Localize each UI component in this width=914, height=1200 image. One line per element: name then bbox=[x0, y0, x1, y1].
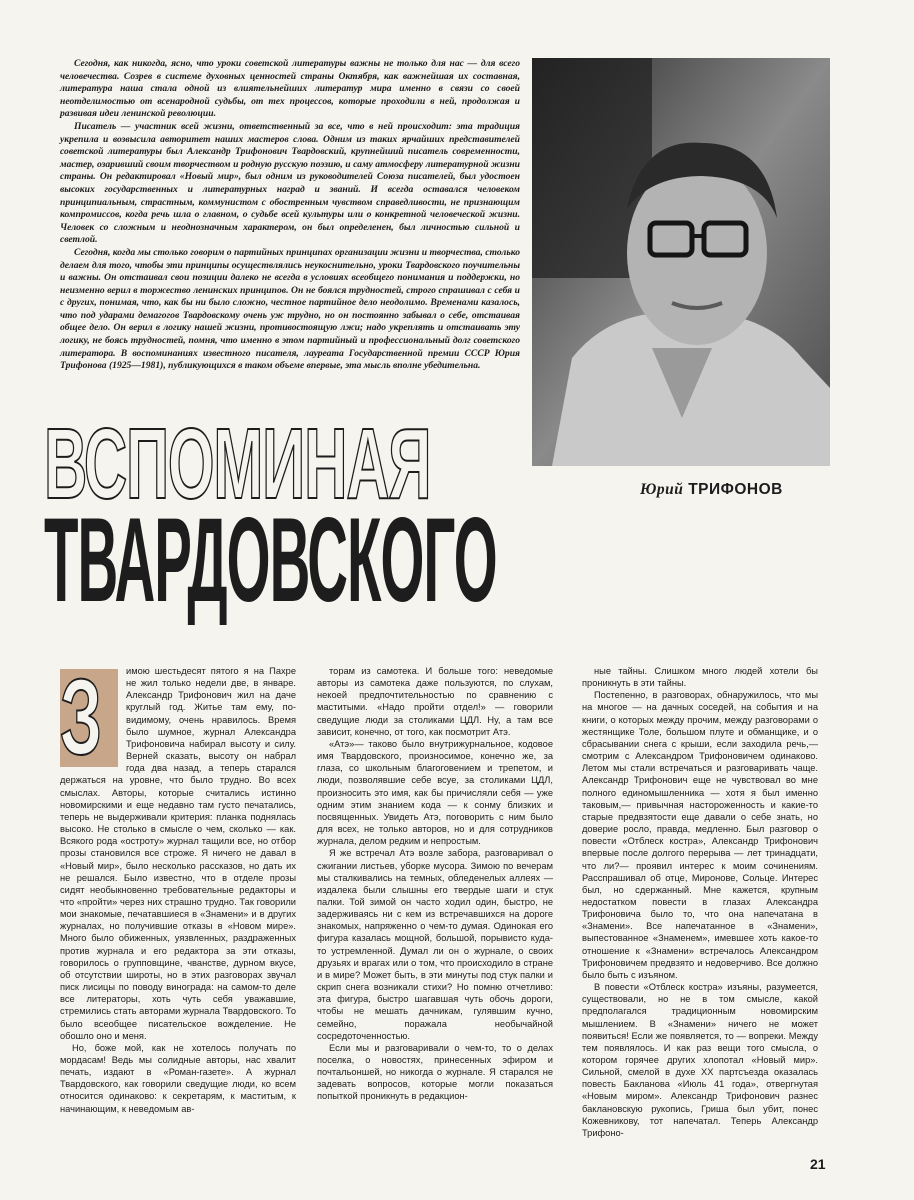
body-paragraph: Если мы и разговаривали о чем-то, то о делах поселка, о новостях, принесенных эфиром и почтальоншей, но никогда о журнале. Я старался не задевать вопросов, которые могли показаться попыткой проникнуть в редакцион- bbox=[317, 1042, 553, 1102]
intro-paragraph: Писатель — участник всей жизни, ответственный за все, что в ней происходит: эта традиция укрепила и возвысила авторитет наших мастеров слова. Одним из таких ярчайших представителей советской литературы был Александр Трифонович Твардовский, крупнейший писатель современности, мастер, озаривший своим творчеством и родную русскую поэзию, и саму атмосферу литературной жизни страны. Он редактировал «Новый мир», был одним из руководителей Союза писателей, был удостоен высоких государственных и литературных наград и званий. И всегда оставался человеком принципиальным, страстным, коммунистом с обостренным чувством справедливости, не признающим компромиссов, когда речь шла о главном, о судьбе всей культуры или о конкретной человеческой жизни. Человек со сложным и неоднозначным характером, он был определенен, был личностью сильной и светлой. bbox=[60, 120, 520, 246]
body-paragraph: имою шестьдесят пятого я на Пахре не жил только недели две, в январе. Александр Трифонович жил на даче круглый год. Житье там ему, по-видимому, очень нравилось. Время было шумное, журнал Александра Трифоновича набирал высоту и силу. Верней сказать, высоту он набрал года два назад, а теперь старался держаться на уровне, что было трудно. Во всех смыслах. Авторы, которые считались истинно новомирскими и еще недавно там густо печатались, теперь не выдерживали критерия: планка поднялась высоко. Не столько в смысле о чем, сколько — как. Всякого рода «остроту» журнал тащили все, но отбор прозы становился все строже. Я ничего не давал в «Новый мир», было несколько рассказов, но дать их не решался. Было известно, что в отделе прозы сидят необыкновенно требовательные редакторы и что «пройти» через них страшно трудно. Так говорили мои знакомые, печатавшиеся в «Знамени» и в других журналах, но получившие отказы в «Новом мире». Много было обиженных, уязвленных, раздраженных против журнала и его редактора за эти отказы, говорилось о групповщине, чванстве, дурном вкусе, об отсутствии широты, но в этих разговорах звучал писк лисицы по поводу винограда: на самом-то деле все литераторы, хоть чуть себя уважавшие, стремились стать авторами журнала Твардовского. То было всеобщее писательское вожделение. Не обошло оно и меня. bbox=[60, 666, 296, 1041]
body-paragraph: торам из самотека. И больше того: неведомые авторы из самотека даже пользуются, по слухам, некоей предпочтительностью по сравнению с маститыми. «Надо пройти отдел!» — говорили сведущие люди за столиками ЦДЛ. Ну, а там все зависит, конечно, от того, как посмотрит Атэ. bbox=[317, 666, 553, 737]
text-column-1 bbox=[60, 656, 296, 1115]
author-last-name: ТРИФОНОВ bbox=[688, 481, 783, 498]
intro-paragraph: Сегодня, как никогда, ясно, что уроки советской литературы важны не только для нас — для всего человечества. Созрев в системе духовных ценностей страны Октября, как важнейшая их составная, литература наша стала одной из влиятельнейших литератур мира именно в связи со своей неотделимостью от всенародной судьбы, от тех процессов, которые проходили в ней, продолжая и развивая идеи ленинской революции. bbox=[60, 58, 520, 120]
intro-paragraph: Сегодня, когда мы столько говорим о партийных принципах организации жизни и творчества, столько делаем для того, чтобы эти принципы осуществлялись неукоснительно, уроки Твардовского поучительны и важны. Он отстаивал свои позиции далеко не всегда в условиях всеобщего понимания и поддержки, но неизменно верил в торжество ленинских принципов. Он не боялся трудностей, строго спрашивал с себя и с других, понимая, что, как бы ни было сложно, честное партийное дело неодолимо. Временами казалось, что под ударами демагогов Твардовскому очень уж трудно, но он постоянно забывал о себе, отстаивая общее дело. Он верил в логику нашей жизни, противостоящую лжи; надо укреплять и отстаивать эту логику, не боясь трудностей, помня, что именно в этом партийный и профессиональный долг советского литератора. В воспоминаниях известного писателя, лауреата Государственной премии СССР Юрия Трифонова (1925—1981), публикующихся в таком объеме впервые, эта мысль вполне убедительна. bbox=[60, 246, 520, 372]
title-line-2: ТВАРДОВСКОГО bbox=[44, 493, 497, 627]
drop-cap-letter: З bbox=[60, 656, 102, 777]
body-paragraph: ные тайны. Слишком много людей хотели бы проникнуть в эти тайны. bbox=[582, 666, 818, 689]
author-portrait-photo bbox=[532, 58, 830, 466]
body-paragraph: Но, боже мой, как не хотелось получать по мордасам! Ведь мы солидные авторы, нас хвалит печать, издают в «Роман-газете». А журнал Твардовского, как говорили сведущие люди, ко всем относится одинаково: к секретарям, к маститым, к начинающим, к неведомым ав- bbox=[60, 1042, 296, 1114]
intro-block bbox=[60, 58, 520, 373]
drop-cap bbox=[60, 656, 118, 777]
body-paragraph: «Атэ»— таково было внутрижурнальное, кодовое имя Твардовского, произносимое, конечно же, за глаза, со школьным благоговением и трепетом, и люди, позволявшие себе всуе, за столиками ЦДЛ, произносить это имя, как бы причисляли себя — уже одним этим знанием кода — к сонму близких и посвященных. Увидеть Атэ, поговорить с ним было для всех, не только авторов, но и для сотрудников журнала, делом редким и непростым. bbox=[317, 738, 553, 847]
author-byline bbox=[640, 481, 783, 499]
author-first-name: Юрий bbox=[640, 481, 684, 498]
text-column-2 bbox=[317, 665, 553, 1103]
body-paragraph: Постепенно, в разговорах, обнаружилось, что мы на многое — на дачных соседей, на события и на книги, о которых между прочим, между разговорами о жестянщике Толе, большом плуте и обманщике, и о сбрасывании снега с крыши, если заходила речь,— смотрим с Александром Трифоновичем одинаково. Летом мы стали встречаться и разговаривать чаще. Александр Трифонович еще не чувствовал во мне полного единомышленника — хотя я был именно таковым,— привычная настороженность и какие-то старые предвзятости еще давали о себе знать, но доверие росло, правда, медленно. Был разговор о повести «Отблеск костра», Александр Трифонович впервые после долгого перерыва — лет тринадцати, что ли?— проявил интерес к моим сочинениям. Расспрашивал об отце, Миронове, Сольце. Интерес был, но сдержанный. Мне кажется, крупным недостатком повести в глазах Александра Трифоновича было то, что она напечатана в «Знамени». Все напечатанное в «Знамени», выпестованное «Знаменем», имевшее хоть какое-то отношение к «Знамени» встречалось Александром Трифоновичем предвзято и недоверчиво. Все должно было быть с изъяном. bbox=[582, 690, 818, 980]
text-column-3 bbox=[582, 665, 818, 1139]
body-paragraph: Я же встречал Атэ возле забора, разговаривал о сжигании листьев, уборке мусора. Зимою по вечерам мы сталкивались на темных, обледенелых аллеях — издалека были слышны его твердые шаги и стук палки. Той зимой он часто ходил один, быстро, не задерживаясь ни с кем из встречавшихся на дороге знакомых, напряженно о чем-то думая. Одинокая его фигура казалась мощной, большой, порывисто куда-то устремленной. Думал ли он о журнале, о своих друзьях и врагах или о том, что происходило в стране и в мире? Может быть, в эти минуты под стук палки и скрип снега возникали стихи? Но помню отчетливо: эта фигура, быстро шагавшая чуть обочь дороги, чтобы не мешать дачникам, гулявшим кучно, семейно, поражала необычайной сосредоточенностью. bbox=[317, 848, 553, 1041]
title-line-1: ВСПОМИНАЯ bbox=[44, 408, 431, 520]
body-paragraph: В повести «Отблеск костра» изъяны, разумеется, существовали, но не в том смысле, какой предполагался традиционным новомирским мышлением. В «Знамени» ничего не может появиться! Если же появляется, то — вопреки. Между тем появлялось. И как раз вещи того смысла, о котором горячее других хлопотал «Новый мир». Сильной, смелой в духе XX партсъезда оказалась повесть Бакланова «Июль 41 года», отвергнутая «Новым миром». Александр Трифонович разнес баклановскую рукопись, Гриша был убит, понес Кожевникову, тот напечатал. Теперь Александр Трифоно- bbox=[582, 982, 818, 1138]
page-number: 21 bbox=[810, 1156, 826, 1172]
